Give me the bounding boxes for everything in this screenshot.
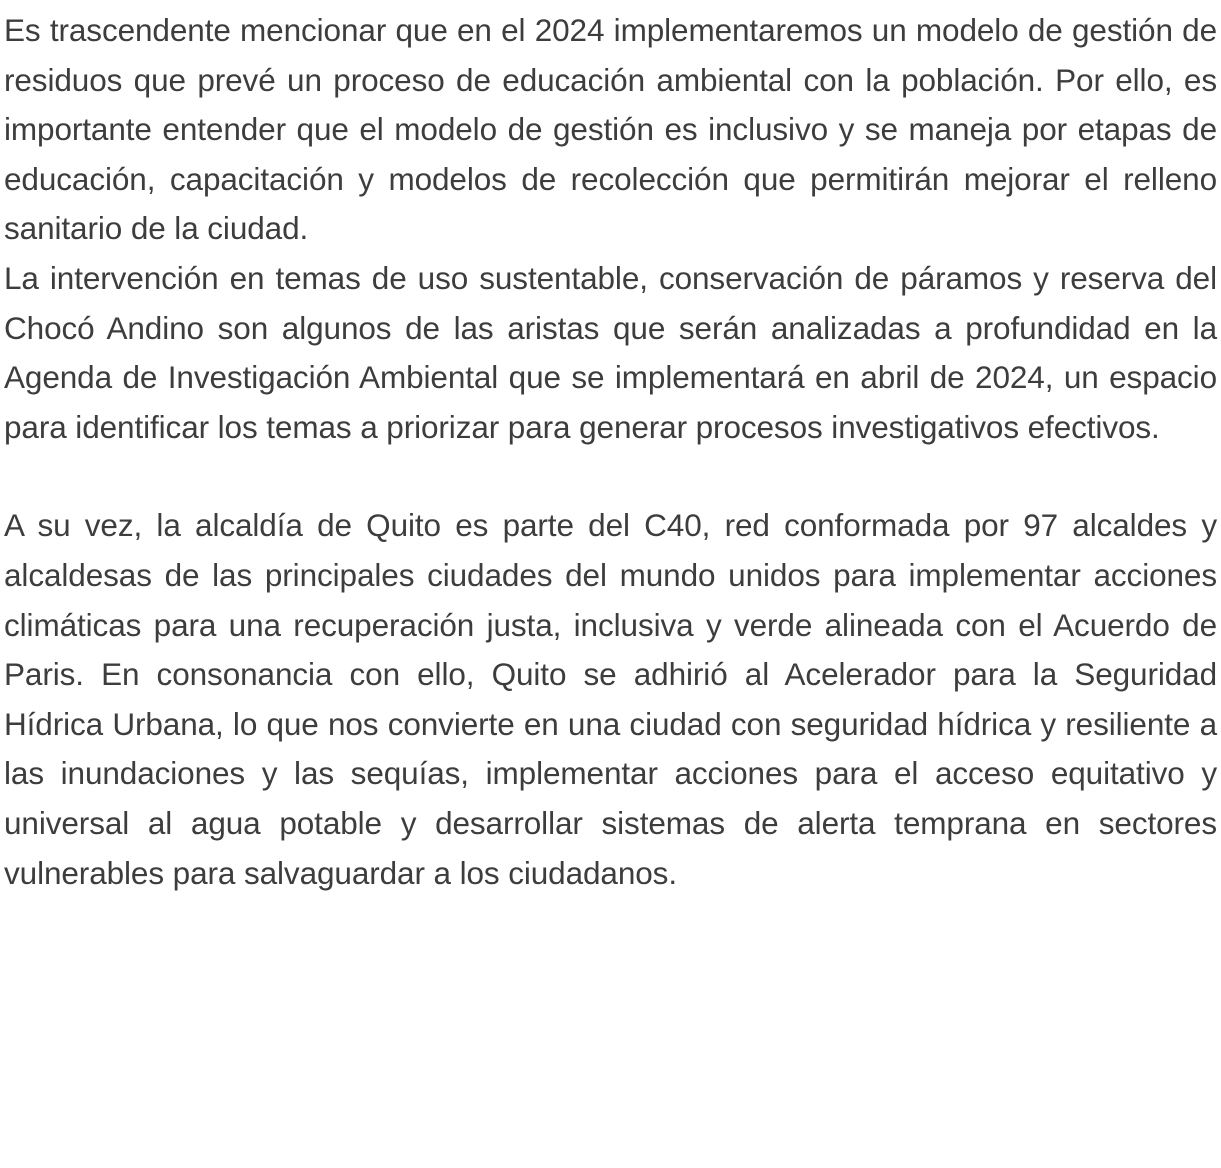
paragraph-spacer (4, 452, 1217, 501)
paragraph-environmental-research: La intervención en temas de uso sustentable, conservación de páramos y reserva del Chocó Andino son algunos de las aristas que serán analizadas a profundidad en la Agenda de Investigación Ambiental que se implementará en abril de 2024, un espacio para identificar los temas a priorizar para generar procesos investigativos efectivos. (4, 259, 1217, 445)
document-body (4, 6, 1217, 898)
paragraph-waste-management: Es trascendente mencionar que en el 2024 implementaremos un modelo de gestión de residuos que prevé un proceso de educación ambiental con la población. Por ello, es importante entender que el modelo de gestión es inclusivo y se maneja por etapas de educación, capacitación y modelos de recolección que permitirán mejorar el relleno sanitario de la ciudad. (4, 12, 1217, 247)
paragraph-c40-network: A su vez, la alcaldía de Quito es parte del C40, red conformada por 97 alcaldes y alcaldesas de las principales ciudades del mundo unidos para implementar acciones climáticas para una recuperación justa, inclusiva y verde alineada con el Acuerdo de Paris. En consonancia con ello, Quito se adhirió al Acelerador para la Seguridad Hídrica Urbana, lo que nos convierte en una ciudad con seguridad hídrica y resiliente a las inundaciones y las sequías, implementar acciones para el acceso equitativo y universal al agua potable y desarrollar sistemas de alerta temprana en sectores vulnerables para salvaguardar a los ciudadanos. (4, 507, 1217, 891)
